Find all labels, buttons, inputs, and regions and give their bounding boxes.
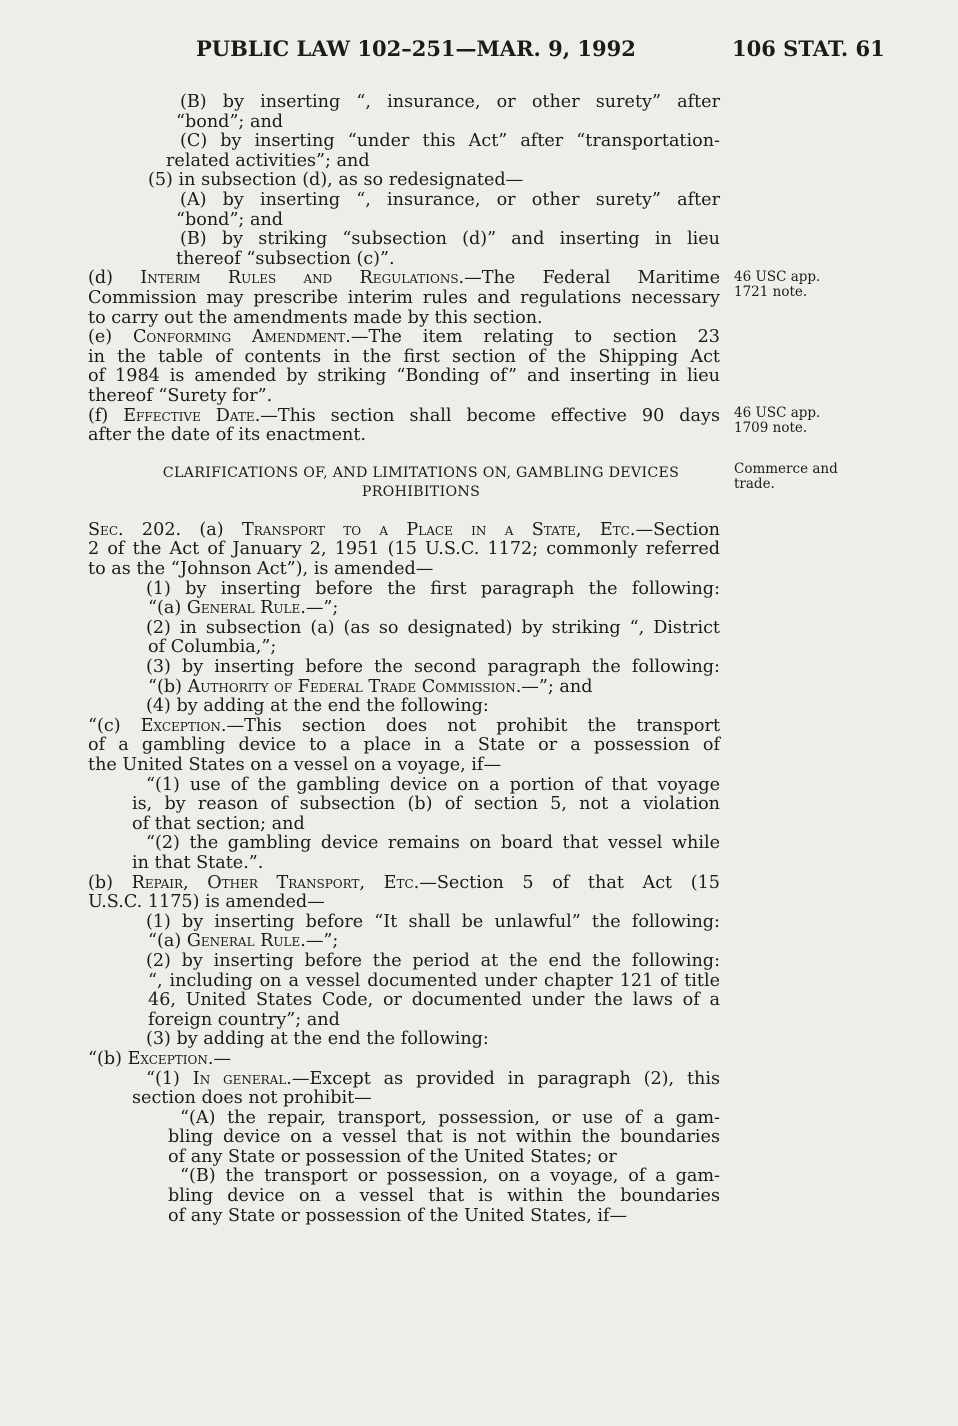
margin-note-line: trade.: [734, 476, 775, 492]
text-line: of a gambling device to a place in a State or a possession of: [88, 735, 720, 756]
text-line: (2) by inserting before the period at the end the following:: [146, 950, 720, 971]
text-line: bling device on a vessel that is not within the boundaries: [168, 1127, 720, 1148]
text-line: 2 of the Act of January 2, 1951 (15 U.S.C. 1172; commonly referred: [88, 539, 720, 560]
text-line: to as the “Johnson Act”), is amended—: [88, 559, 434, 580]
text-line: “, including on a vessel documented under chapter 121 of title: [148, 970, 720, 991]
text-line: of any State or possession of the United States; or: [168, 1146, 617, 1167]
section-202-line: Sec. 202. (a) Transport to a Place in a State, Etc.—Section: [88, 519, 721, 540]
text-line: (B) by inserting “, insurance, or other surety” after: [180, 92, 720, 112]
body-text: [88, 93, 720, 1226]
margin-note-line: 46 USC app.: [734, 269, 821, 285]
text-line: “(A) the repair, transport, possession, or use of a gam-: [180, 1107, 720, 1128]
text-line: of any State or possession of the United States, if—: [168, 1205, 628, 1226]
text-line: U.S.C. 1175) is amended—: [88, 892, 325, 913]
text-line: “(1) use of the gambling device on a portion of that voyage: [146, 774, 720, 795]
text-line: (3) by adding at the end the following:: [146, 1029, 489, 1050]
margin-note-line: Commerce and: [734, 461, 838, 477]
text-line: “(c) Exception.—This section does not prohibit the transport: [88, 715, 721, 736]
subsection-d-line: (d) Interim Rules and Regulations.—The Federal Maritime: [88, 268, 720, 289]
text-line: “(a) General Rule.—”;: [148, 931, 339, 952]
text-line: (A) by inserting “, insurance, or other surety” after: [180, 189, 720, 210]
text-line: 46, United States Code, or documented under the laws of a: [148, 990, 720, 1011]
page-header: [0, 36, 958, 66]
text-line: section does not prohibit—: [132, 1088, 372, 1109]
text-line: of that section; and: [132, 813, 305, 834]
stat-page-number: 106 STAT. 61: [732, 36, 885, 61]
text-line: “(1) In general.—Except as provided in paragraph (2), this: [146, 1068, 720, 1089]
margin-note-line: 1709 note.: [734, 420, 808, 436]
subsection-f-line: (f) Effective Date.—This section shall become effective 90 days: [88, 405, 720, 426]
text-line: foreign country”; and: [148, 1009, 340, 1030]
text-line: (C) by inserting “under this Act” after “transportation-: [180, 131, 720, 152]
margin-note: [734, 462, 864, 492]
text-line: (5) in subsection (d), as so redesignated—: [148, 170, 524, 191]
text-line: of 1984 is amended by striking “Bonding of” and inserting in lieu: [88, 366, 720, 387]
text-line: related activities”; and: [166, 150, 370, 171]
text-line: (3) by inserting before the second paragraph the following:: [146, 657, 720, 678]
running-title: PUBLIC LAW 102–251—MAR. 9, 1992: [196, 36, 636, 61]
text-line: “bond”; and: [176, 209, 284, 230]
text-line: (2) in subsection (a) (as so designated) by striking “, District: [146, 617, 720, 638]
margin-note: [734, 270, 864, 300]
text-line: of Columbia,”;: [148, 637, 277, 658]
text-line: “(a) General Rule.—”;: [148, 598, 339, 619]
text-line: “(b) Exception.—: [88, 1048, 232, 1069]
text-line: (4) by adding at the end the following:: [146, 696, 489, 717]
text-line: after the date of its enactment.: [88, 425, 366, 446]
margin-note-line: 46 USC app.: [734, 405, 821, 421]
text-line: (B) by striking “subsection (d)” and inserting in lieu: [180, 229, 720, 250]
subsection-b-line: (b) Repair, Other Transport, Etc.—Section 5 of that Act (15: [88, 872, 720, 893]
text-line: is, by reason of subsection (b) of section 5, not a violation: [132, 794, 720, 815]
section-heading: CLARIFICATIONS OF, AND LIMITATIONS ON, GAMBLING DEVICES: [162, 464, 680, 481]
text-line: in the table of contents in the first section of the Shipping Act: [88, 346, 720, 367]
text-line: “bond”; and: [176, 111, 284, 132]
margin-note-line: 1721 note.: [734, 284, 808, 300]
text-line: thereof “Surety for”.: [88, 385, 273, 406]
text-line: bling device on a vessel that is within the boundaries: [168, 1186, 720, 1207]
text-line: “(2) the gambling device remains on board that vessel while: [146, 833, 720, 854]
text-line: “(b) Authority of Federal Trade Commission.—”; and: [148, 676, 593, 697]
text-line: “(B) the transport or possession, on a voyage, of a gam-: [180, 1166, 720, 1187]
text-line: thereof “subsection (c)”.: [176, 248, 395, 269]
text-line: to carry out the amendments made by this section.: [88, 307, 543, 328]
subsection-e-line: (e) Conforming Amendment.—The item relating to section 23: [88, 327, 720, 348]
text-line: (1) by inserting before “It shall be unlawful” the following:: [146, 911, 720, 932]
text-line: Commission may prescribe interim rules and regulations necessary: [88, 287, 720, 308]
margin-note: [734, 406, 864, 436]
text-line: the United States on a vessel on a voyage, if—: [88, 755, 502, 775]
section-heading: PROHIBITIONS: [361, 484, 481, 501]
text-line: (1) by inserting before the first paragraph the following:: [146, 578, 720, 599]
text-line: in that State.”.: [132, 852, 264, 873]
